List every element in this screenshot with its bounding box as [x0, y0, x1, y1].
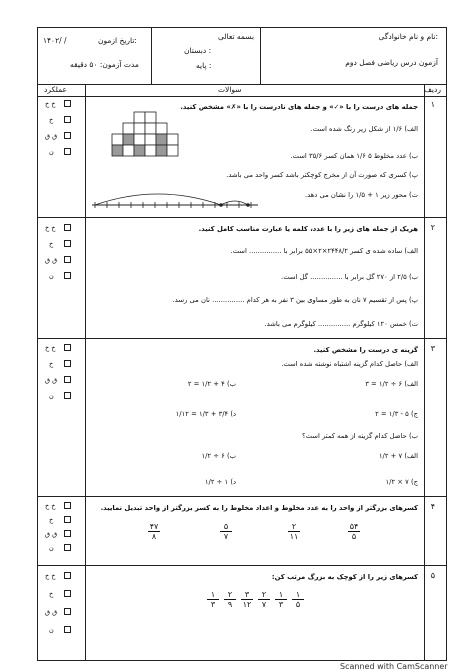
- grade-label: پایه :: [196, 61, 212, 70]
- question-title: کسرهای بزرگتر از واحد را به عدد مخلوط و اعداد مخلوط را به کسر بزرگتر از واحد تبدیل نمایید.: [100, 504, 418, 512]
- question-number: ۴: [430, 502, 435, 511]
- option[interactable]: ب) ۶ ÷ ۱/۲: [201, 452, 236, 460]
- grade-letter: خ خ: [45, 100, 56, 108]
- question-item: پ) پس از تقسیم ۷ نان به طور مساوی بین ۳ نفر به هر کدام ............... نان می رسد.: [172, 296, 418, 304]
- fraction: ۱ ۵: [290, 590, 306, 609]
- exam-title: آزمون درس ریاضی فصل دوم: [345, 58, 438, 67]
- block-figure: [110, 110, 180, 158]
- grade-letter: خ: [49, 240, 54, 248]
- grade-letter: ن: [49, 626, 54, 634]
- grade-letter: ن: [49, 272, 54, 280]
- fraction: ۱ ۳: [273, 590, 289, 609]
- col-row: ردیف: [424, 85, 441, 94]
- grade-checkbox[interactable]: [64, 516, 71, 523]
- row-separator: [38, 217, 446, 218]
- number-line: [90, 183, 260, 213]
- grade-letter: خ: [49, 116, 54, 124]
- question-number: ۲: [430, 223, 435, 232]
- fraction: ۳ ۱۲: [242, 590, 252, 609]
- question-number: ۱: [430, 100, 435, 109]
- grade-letter: خ: [49, 360, 54, 368]
- grade-checkbox[interactable]: [64, 530, 71, 537]
- grade-checkbox[interactable]: [64, 572, 71, 579]
- grade-letter: خ خ: [45, 344, 56, 352]
- name-label: نام و نام خانوادگی:: [378, 32, 438, 41]
- option[interactable]: د) ۳/۴ + ۱/۳ = ۱/۱۲: [175, 410, 236, 418]
- header-divider: [151, 28, 152, 84]
- grade-checkbox[interactable]: [64, 502, 71, 509]
- fraction: ۵۴ ۵: [349, 522, 359, 541]
- row-separator: [38, 565, 446, 566]
- fraction: ۱ ۳: [205, 590, 221, 609]
- question-title: گزینه ی درست را مشخص کنید.: [313, 346, 418, 354]
- grade-letter: خ خ: [45, 502, 56, 510]
- fraction: ۲ ۹: [222, 590, 238, 609]
- fraction: ۵ ۷: [218, 522, 234, 541]
- question-title: کسرهای زیر را از کوچک به بزرگ مرتب کن:: [271, 573, 418, 581]
- grade-checkbox[interactable]: [64, 224, 71, 231]
- column-headers: [38, 84, 446, 97]
- grade-checkbox[interactable]: [64, 256, 71, 263]
- option[interactable]: د) ۱ ÷ ۱/۲: [204, 478, 236, 486]
- grid-line: [85, 84, 86, 661]
- option[interactable]: ب) ۴ + ۱/۲ = ۲: [187, 380, 236, 388]
- grade-letter: خ خ: [45, 572, 56, 580]
- grade-checkbox[interactable]: [64, 148, 71, 155]
- fraction: ۴۷ ۸: [149, 522, 159, 541]
- exam-sheet: [37, 27, 447, 661]
- basmala: بسمه تعالی: [218, 32, 255, 41]
- grade-checkbox[interactable]: [64, 608, 71, 615]
- date-label: تاریخ ازمون:: [98, 36, 137, 45]
- question-title: جمله های درست را با «✓» و جمله های نادرست را با «✗» مشخص کنید.: [180, 103, 418, 111]
- grade-letter: ق ق: [45, 376, 58, 384]
- header-divider: [260, 28, 261, 84]
- fraction: ۲ ۷: [256, 590, 272, 609]
- grade-checkbox[interactable]: [64, 344, 71, 351]
- grade-letter: ق ق: [45, 530, 58, 538]
- grade-checkbox[interactable]: [64, 132, 71, 139]
- grade-letter: ق ق: [45, 256, 58, 264]
- row-separator: [38, 496, 446, 497]
- grade-checkbox[interactable]: [64, 240, 71, 247]
- date-value: ۱۴۰۲/ /: [43, 36, 67, 45]
- option[interactable]: ج) ۷ × ۱/۲: [385, 478, 418, 486]
- grade-checkbox[interactable]: [64, 626, 71, 633]
- question-item: ت) خمس ۱۲۰ کیلوگرم ............... کیلوگرم می باشد.: [264, 320, 418, 328]
- grade-checkbox[interactable]: [64, 116, 71, 123]
- grade-checkbox[interactable]: [64, 590, 71, 597]
- grade-letter: ق ق: [45, 132, 58, 140]
- grade-checkbox[interactable]: [64, 272, 71, 279]
- grid-line: [424, 84, 425, 661]
- grade-letter: خ: [49, 516, 54, 524]
- question-item: الف) ۱/۶ از شکل زیر رنگ شده است.: [310, 125, 418, 133]
- row-separator: [38, 338, 446, 339]
- grade-checkbox[interactable]: [64, 360, 71, 367]
- grade-letter: ق ق: [45, 608, 58, 616]
- question-item: ب) ۲/۵ از ۲۷۰ گل برابر با ............... گل است.: [281, 273, 418, 281]
- option[interactable]: ج) ۵ - ۱/۳ = ۲: [375, 410, 418, 418]
- fraction: ۲ ۱۱: [289, 522, 299, 541]
- grade-checkbox[interactable]: [64, 392, 71, 399]
- question-item: پ) کسری که صورت آن از مخرج کوچکتر باشد کسر واحد می باشد.: [226, 171, 418, 179]
- question-subtitle: الف) حاصل کدام گزینه اشتباه نوشته شده است.: [281, 360, 418, 368]
- question-item: ت) محور زیر ۱ + ۱/۵ را نشان می دهد.: [304, 191, 418, 199]
- grade-checkbox[interactable]: [64, 544, 71, 551]
- grade-letter: خ: [49, 590, 54, 598]
- duration-label: مدت آزمون: ۵۰ دقیقه: [70, 60, 139, 69]
- col-questions: سوالات: [218, 85, 242, 94]
- option[interactable]: الف) ۷ + ۱/۲: [378, 452, 418, 460]
- scanner-watermark: Scanned with CamScanner: [340, 662, 448, 671]
- col-performance: عملکرد: [44, 85, 67, 94]
- grade-checkbox[interactable]: [64, 376, 71, 383]
- grade-checkbox[interactable]: [64, 100, 71, 107]
- question-subtitle: ب) حاصل کدام گزینه از همه کمتر است؟: [302, 432, 418, 440]
- question-title: هریک از جمله های زیر را با عدد، کلمه یا عبارت مناسب کامل کنید.: [198, 225, 418, 233]
- option[interactable]: الف) ۶ ÷ ۱/۲ = ۳: [365, 380, 418, 388]
- question-number: ۵: [430, 571, 435, 580]
- question-number: ۳: [430, 344, 435, 353]
- grade-letter: ن: [49, 148, 54, 156]
- question-item: ب) عدد مخلوط ۵ ۱/۶ همان کسر ۳۵/۶ است.: [290, 152, 418, 160]
- grade-letter: ن: [49, 392, 54, 400]
- question-item: الف) ساده شده ی کسر ۲۴۴۸/۲×۲×۵۵ برابر با ............... است.: [230, 247, 418, 255]
- school-label: دبستان :: [184, 46, 212, 55]
- grade-letter: ن: [49, 544, 54, 552]
- exam-header: [38, 28, 446, 85]
- grade-letter: خ خ: [45, 224, 56, 232]
